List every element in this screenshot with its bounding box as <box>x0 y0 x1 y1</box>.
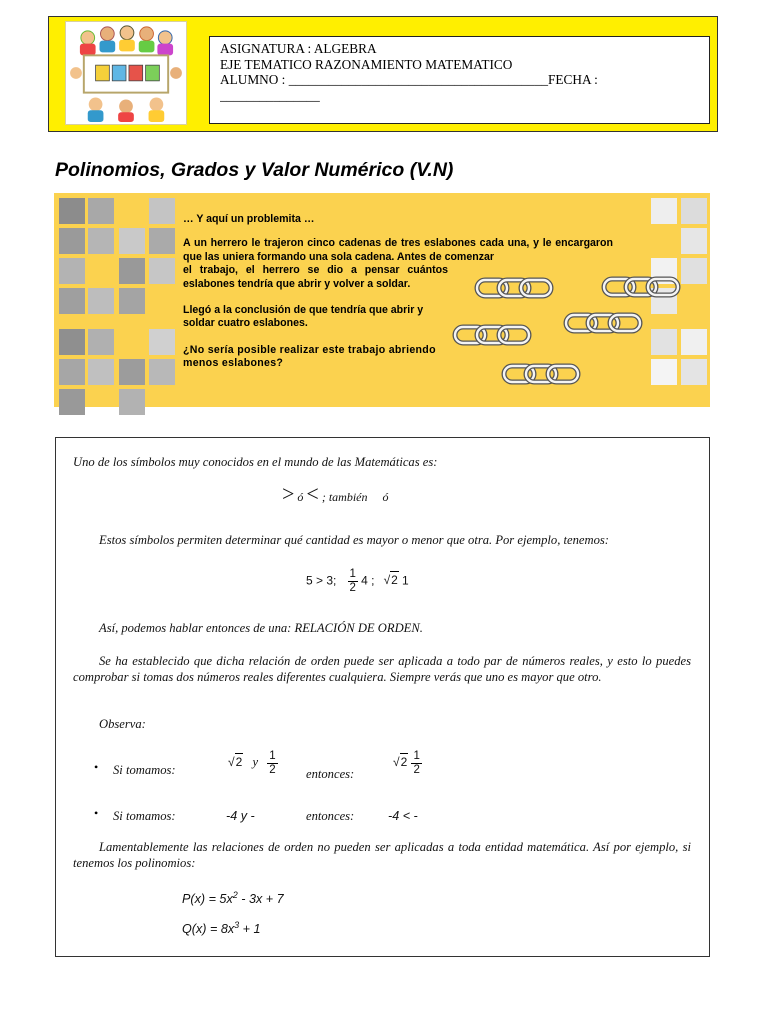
problem-intro: … Y aquí un problemita … <box>183 213 315 225</box>
bullet-1-fraction: $\frac{1}{2}$ <box>269 750 276 776</box>
bullet-2-then: entonces: <box>306 809 355 823</box>
polynomial-p: $P(x) = 5x^2 - 3x + 7$ <box>182 890 284 907</box>
bullet-1-values <box>228 750 278 777</box>
less-than-symbol: < <box>306 481 319 506</box>
student-info-box <box>209 36 710 124</box>
worksheet-header <box>48 16 718 132</box>
example-sqrt-vs-1: 1 <box>402 573 409 588</box>
bullet-dot-2: • <box>94 806 99 820</box>
fraction-one-half: $\frac{1}{2}$ <box>349 568 356 594</box>
example-expressions <box>306 568 409 595</box>
order-relation-line: Así, podemos hablar entonces de una: RELACIÓN DE ORDEN. <box>99 621 423 635</box>
intro-line: Uno de los símbolos muy conocidos en el mundo de las Matemáticas es: <box>73 455 438 469</box>
symbols-explanation: Estos símbolos permiten determinar qué cantidad es mayor o menor que otra. Por ejemplo, tenemos: <box>99 533 609 547</box>
example-5-gt-3: 5 > 3; <box>306 573 337 588</box>
bullet-1-label: Si tomamos: <box>113 763 176 777</box>
or-word-1: ó <box>297 490 304 504</box>
symbols-line <box>282 481 395 506</box>
chain-4-icon <box>455 327 529 343</box>
bullet-1-result-sqrt: √2 <box>393 755 408 770</box>
problem-banner <box>54 193 710 407</box>
chain-3-icon <box>566 315 640 331</box>
bullet-1-then: entonces: <box>306 767 355 781</box>
greater-than-symbol: > <box>282 481 295 506</box>
logo-children-icon <box>66 22 186 124</box>
sqrt-two: √2 <box>383 573 398 588</box>
subject-line: ASIGNATURA : ALGEBRA <box>220 41 377 56</box>
bullet-1-and: y <box>252 755 259 770</box>
content-box <box>55 437 710 957</box>
polynomial-q: $Q(x) = 8x^3 + 1$ <box>182 920 261 937</box>
problem-paragraph-1b: el trabajo, el herrero se dio a pensar cuántos eslabones tendría que abrir y volver a soldar. <box>183 264 448 290</box>
bullet-2-result: -4 < - <box>388 809 418 823</box>
polynomials-intro: Lamentablemente las relaciones de orden no pueden ser aplicadas a toda entidad matemática. Así por ejemplo, si tenemos los polinomios: <box>73 840 691 870</box>
separator: ; <box>321 490 326 504</box>
problem-question: ¿No sería posible realizar este trabajo abriendo menos eslabones? <box>183 343 436 370</box>
real-numbers-paragraph: Se ha establecido que dicha relación de orden puede ser aplicada a todo par de números reales, y esto lo puedes comprobar si tomas dos números reales diferentes cualquiera. Siempre verás que uno es mayor que otro. <box>73 654 691 684</box>
page-title: Polinomios, Grados y Valor Numérico (V.N) <box>55 159 454 181</box>
example-half-vs-4: 4 ; <box>361 573 375 588</box>
bullet-2-label: Si tomamos: <box>113 809 176 823</box>
chain-5-icon <box>504 366 578 382</box>
bullet-1-result <box>393 750 422 777</box>
chain-2-icon <box>604 279 678 295</box>
problem-text <box>183 213 613 371</box>
topic-line: EJE TEMATICO RAZONAMIENTO MATEMATICO <box>220 56 513 72</box>
bullet-dot-1: • <box>94 760 99 774</box>
bullet-2-values: -4 y - <box>226 809 255 823</box>
student-date-line: ALUMNO : _______________________________________FECHA : <box>220 72 598 87</box>
bullet-1-sqrt-two: √2 <box>228 755 243 770</box>
bullet-1-result-fraction: $\frac{1}{2}$ <box>413 750 420 776</box>
problem-paragraph-1: A un herrero le trajeron cinco cadenas de tres eslabones cada una, y le encargaron que las uniera formando una sola cadena. Antes de comenzar <box>183 237 613 263</box>
problem-paragraph-2: Llegó a la conclusión de que tendría que abrir y soldar cuatro eslabones. <box>183 304 424 330</box>
chain-1-icon <box>477 280 551 296</box>
date-blank-line: _______________ <box>220 87 320 103</box>
or-word-2: ó <box>382 490 389 504</box>
observe-label: Observa: <box>99 717 146 731</box>
school-logo <box>65 21 187 125</box>
also-word: también <box>328 490 368 504</box>
